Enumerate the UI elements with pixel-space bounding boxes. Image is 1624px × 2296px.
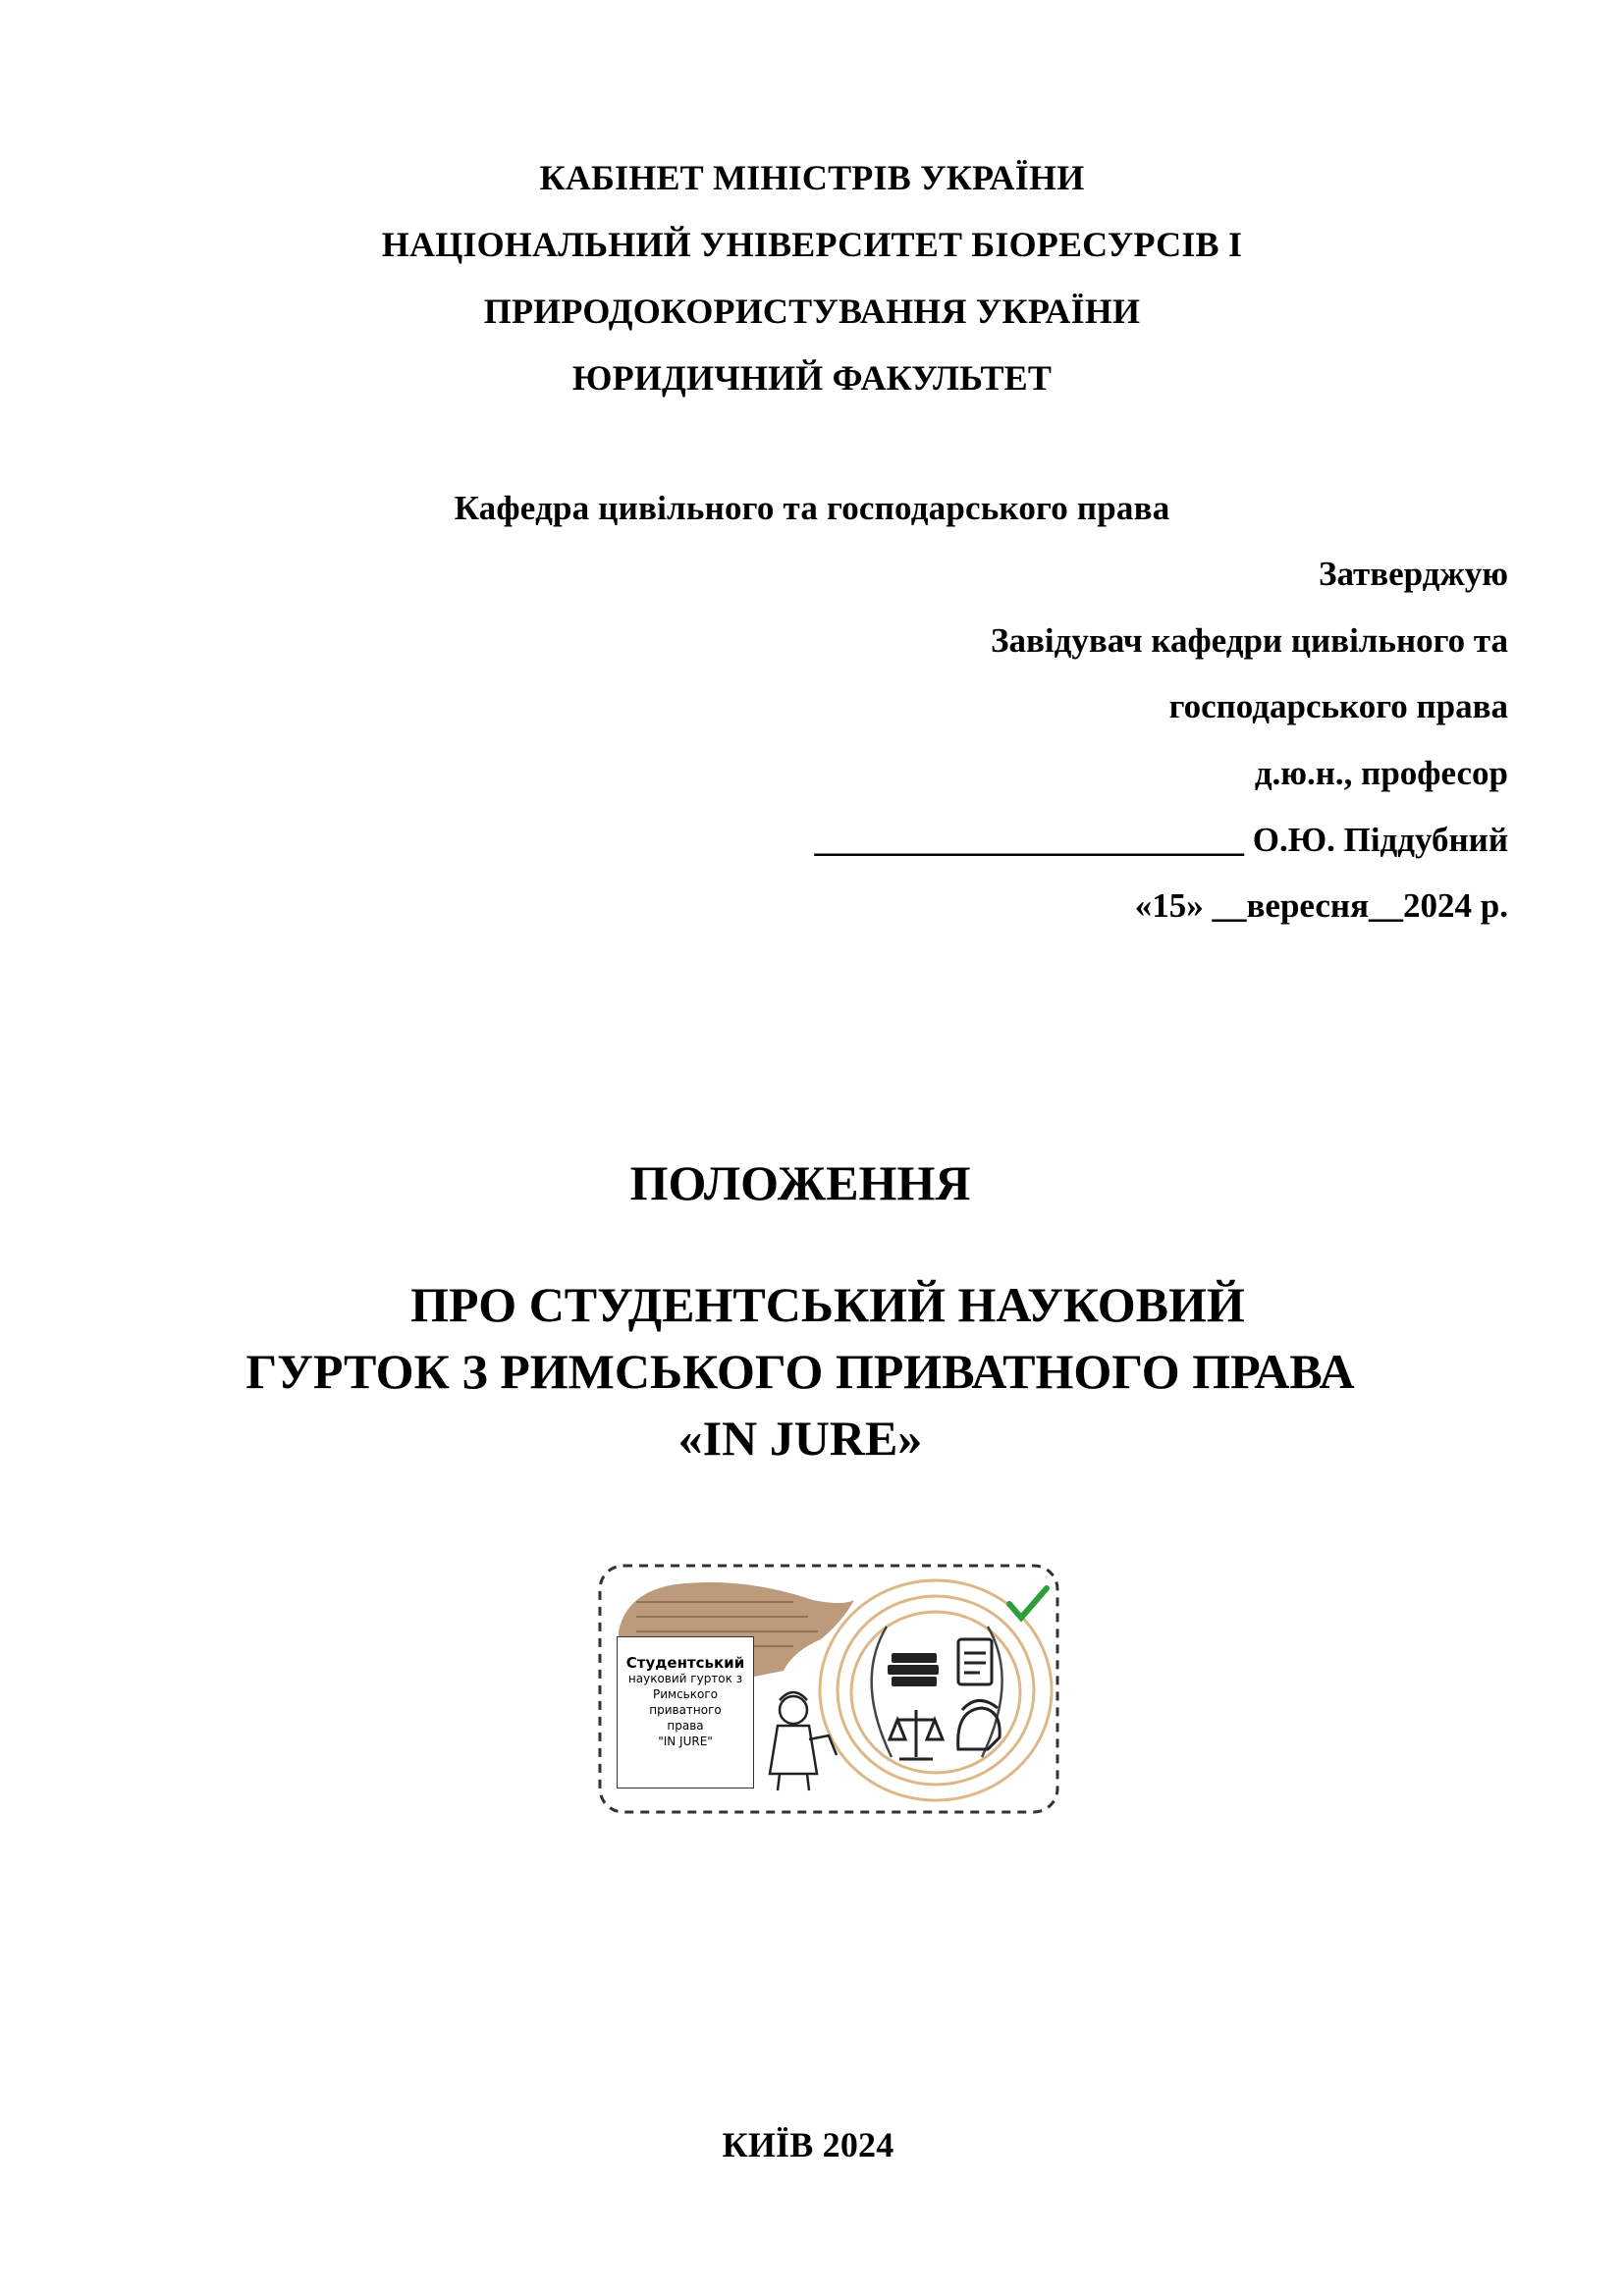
approval-label: Затверджую xyxy=(1318,555,1508,593)
club-card-line2: науковий гурток з xyxy=(627,1672,743,1685)
ministry-heading: КАБІНЕТ МІНІСТРІВ УКРАЇНИ xyxy=(539,158,1085,197)
faculty-heading: ЮРИДИЧНИЙ ФАКУЛЬТЕТ xyxy=(571,358,1053,398)
department-heading: Кафедра цивільного та господарського права xyxy=(454,489,1170,527)
club-card-line3: Римського xyxy=(653,1687,718,1701)
university-heading-line1: НАЦІОНАЛЬНИЙ УНІВЕРСИТЕТ БІОРЕСУРСІВ І xyxy=(381,225,1243,264)
approval-degree: д.ю.н., професор xyxy=(1254,754,1508,792)
approval-signature: _________________________ О.Ю. Піддубний xyxy=(814,821,1508,859)
club-name-card xyxy=(617,1636,754,1789)
approval-date: «15» __вересня__2024 р. xyxy=(1134,886,1508,925)
club-card-line1: Студентський xyxy=(625,1654,745,1672)
document-subtitle-line2: ГУРТОК З РИМСЬКОГО ПРИВАТНОГО ПРАВА xyxy=(245,1344,1355,1399)
club-card-line5: права xyxy=(667,1719,704,1733)
university-heading-line2: ПРИРОДОКОРИСТУВАННЯ УКРАЇНИ xyxy=(483,292,1141,331)
club-card-line4: приватного xyxy=(649,1703,722,1717)
club-card-line6: "IN JURE" xyxy=(658,1735,713,1748)
document-subtitle-line3: «IN JURE» xyxy=(677,1411,923,1466)
approval-position-line1: Завідувач кафедри цивільного та xyxy=(991,621,1508,660)
club-logo xyxy=(597,1563,1060,1815)
approval-position-line2: господарського права xyxy=(1168,687,1508,725)
document-title: ПОЛОЖЕННЯ xyxy=(629,1155,971,1210)
place-year: КИЇВ 2024 xyxy=(722,2125,894,2164)
books-icon xyxy=(888,1653,939,1686)
document-subtitle-line1: ПРО СТУДЕНТСЬКИЙ НАУКОВИЙ xyxy=(410,1277,1245,1332)
